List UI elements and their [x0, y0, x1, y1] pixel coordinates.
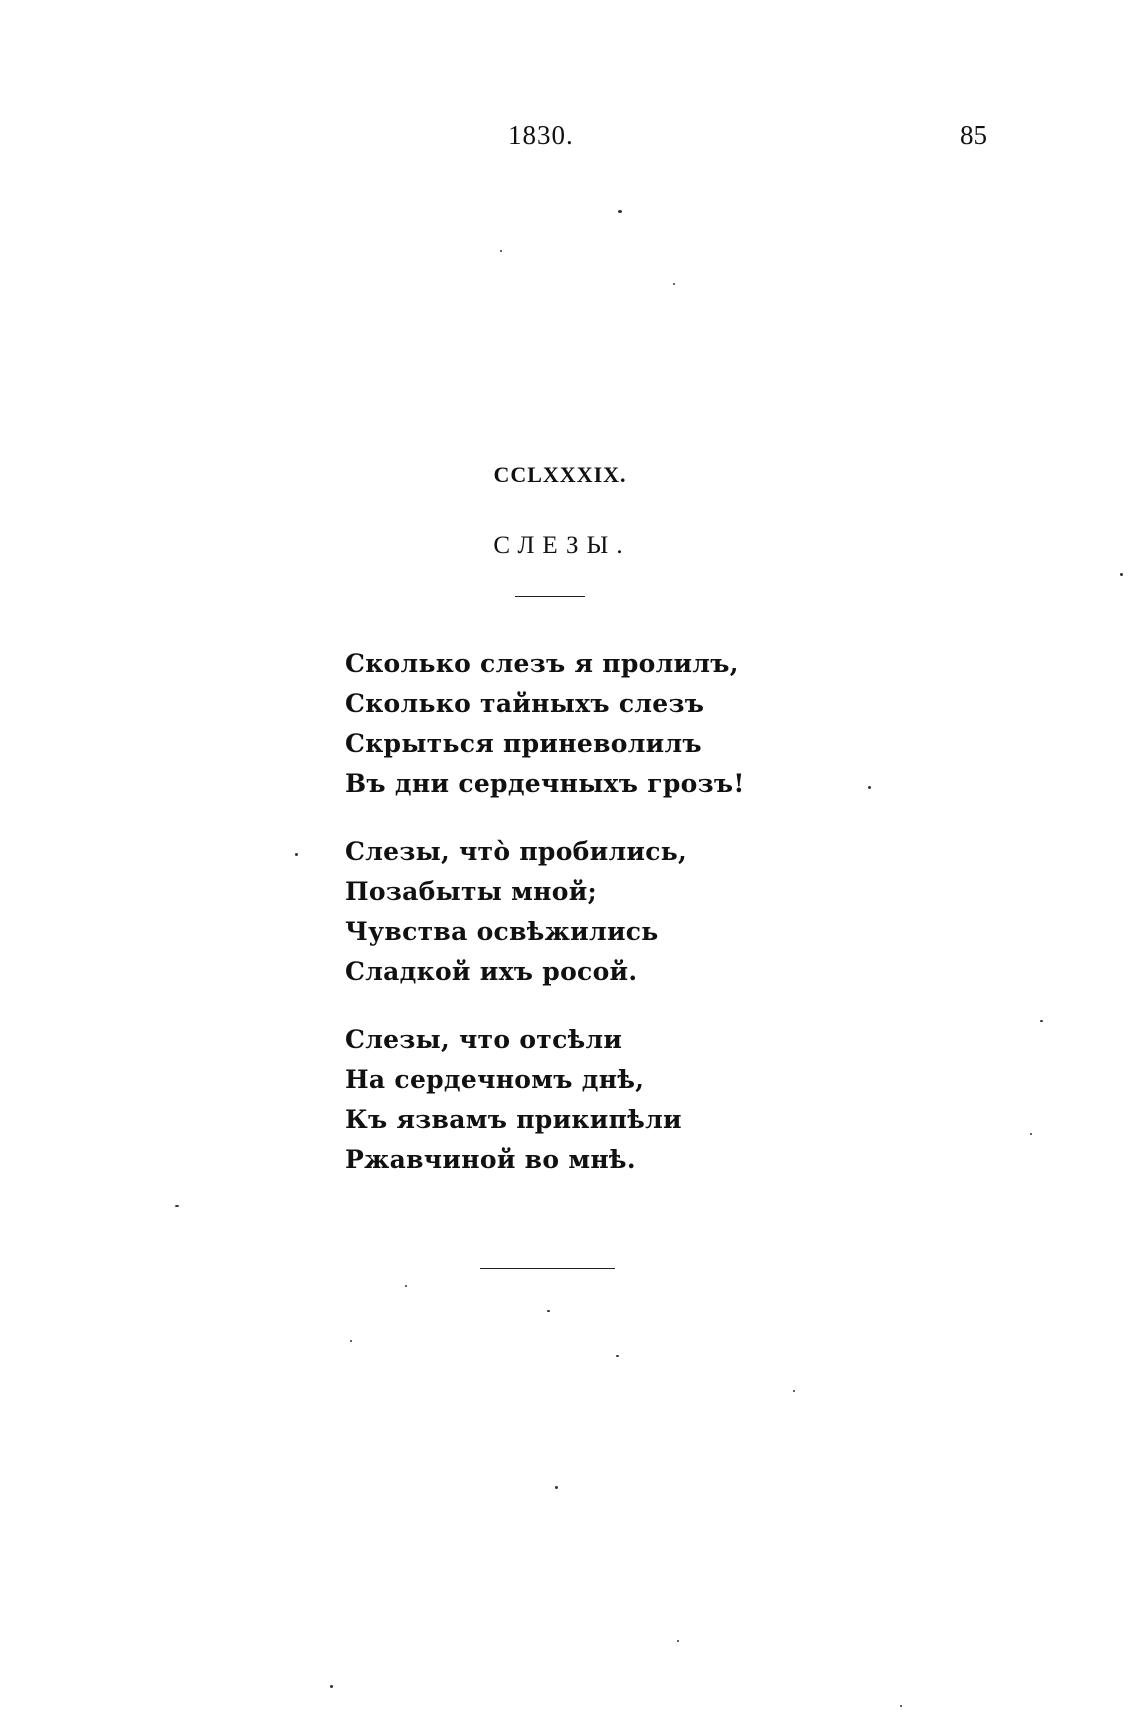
scan-speck	[1120, 573, 1123, 576]
verse-line: Слезы, что отсѣли	[345, 1025, 623, 1054]
scan-speck	[547, 1310, 550, 1312]
scan-speck	[793, 1390, 795, 1392]
verse-line: Чувства освѣжились	[345, 917, 659, 946]
scan-speck	[175, 1205, 179, 1207]
verse-line: Скрыться приневолилъ	[345, 729, 702, 758]
scan-speck	[330, 1685, 333, 1688]
stanza-2	[345, 832, 765, 992]
scan-speck	[295, 853, 298, 856]
stanza-1	[345, 644, 765, 804]
running-head-year: 1830.	[508, 120, 574, 150]
scan-speck	[405, 1285, 407, 1287]
scan-speck	[616, 1355, 619, 1357]
verse-line: Сколько слезъ я пролилъ,	[345, 649, 739, 678]
scan-speck	[868, 786, 871, 789]
verse-line: Слезы, что̀ пробились,	[345, 837, 688, 866]
page-number: 85	[960, 120, 987, 150]
verse-line: Сладкой ихъ росой.	[345, 957, 638, 986]
scan-speck	[555, 1486, 558, 1489]
verse-line: Къ язвамъ прикипѣли	[345, 1105, 682, 1134]
verse-line: Позабыты мной;	[345, 877, 598, 906]
scan-speck	[673, 283, 675, 285]
poem-number-text: CCLXXXIX.	[493, 462, 627, 487]
scan-speck	[350, 1340, 352, 1342]
verse-line: Ржавчиной во мнѣ.	[345, 1145, 636, 1174]
scan-speck	[500, 250, 502, 252]
poem-number	[0, 462, 1140, 488]
poem-title	[0, 532, 1140, 560]
scan-speck	[618, 210, 622, 213]
verse-line: Сколько тайныхъ слезъ	[345, 689, 705, 718]
verse-line: На сердечномъ днѣ,	[345, 1065, 645, 1094]
end-rule	[480, 1268, 615, 1269]
scan-speck	[677, 1640, 679, 1642]
verse-line: Въ дни сердечныхъ грозъ!	[345, 769, 745, 798]
title-rule	[515, 596, 585, 597]
scan-speck	[1040, 1020, 1043, 1022]
stanza-3	[345, 1020, 765, 1180]
scan-speck	[900, 1705, 902, 1707]
poem-title-text: СЛЕЗЫ.	[493, 532, 631, 559]
running-head	[0, 120, 1140, 160]
scan-speck	[1030, 1133, 1032, 1135]
